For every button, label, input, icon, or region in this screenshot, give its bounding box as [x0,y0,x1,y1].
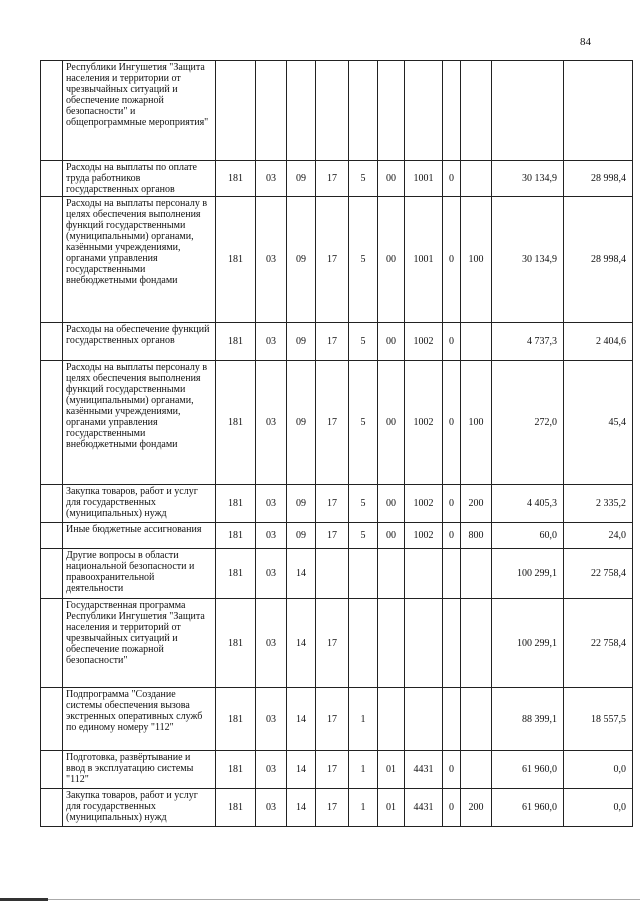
cell-amount-plan: 272,0 [492,361,564,485]
cell-event: 00 [378,485,405,523]
cell-amount-actual: 24,0 [564,523,633,549]
cell-direction: 4431 [405,751,443,789]
cell-subsection: 09 [287,323,316,361]
cell-amount-plan: 4 737,3 [492,323,564,361]
cell-subprogram: 5 [349,323,378,361]
cell-amount-actual: 2 404,6 [564,323,633,361]
cell-direction: 1001 [405,161,443,197]
page-number: 84 [580,36,591,48]
row-name: Подготовка, развёртывание и ввод в эксплуатацию системы "112" [63,751,216,789]
cell-subsection: 09 [287,485,316,523]
cell-event [378,549,405,599]
cell-direction [405,688,443,751]
cell-event: 00 [378,323,405,361]
blank-cell [41,361,63,485]
cell-subprogram: 5 [349,361,378,485]
table-row [41,361,633,485]
cell-flag: 0 [443,161,461,197]
cell-subprogram [349,549,378,599]
cell-subsection: 14 [287,688,316,751]
cell-program [316,549,349,599]
cell-amount-plan: 30 134,9 [492,161,564,197]
cell-amount-plan: 30 134,9 [492,197,564,323]
cell-subprogram: 5 [349,197,378,323]
cell-program: 17 [316,751,349,789]
cell-subsection: 09 [287,161,316,197]
table-row [41,751,633,789]
cell-event: 00 [378,523,405,549]
cell-section: 03 [256,789,287,827]
table-row [41,789,633,827]
cell-subsection: 14 [287,549,316,599]
cell-flag [443,549,461,599]
blank-cell [41,549,63,599]
cell-admin: 181 [216,599,256,688]
cell-expense-type: 100 [461,361,492,485]
cell-event [378,61,405,161]
cell-subsection: 09 [287,523,316,549]
blank-cell [41,688,63,751]
blank-cell [41,599,63,688]
cell-admin: 181 [216,751,256,789]
cell-amount-actual: 28 998,4 [564,161,633,197]
blank-cell [41,197,63,323]
budget-table [40,60,633,827]
cell-subprogram: 1 [349,751,378,789]
cell-section: 03 [256,361,287,485]
cell-expense-type [461,61,492,161]
cell-amount-actual [564,61,633,161]
cell-amount-plan: 88 399,1 [492,688,564,751]
cell-subprogram: 5 [349,485,378,523]
cell-expense-type [461,599,492,688]
cell-flag [443,599,461,688]
cell-expense-type: 800 [461,523,492,549]
cell-section: 03 [256,549,287,599]
cell-subprogram [349,599,378,688]
cell-flag: 0 [443,789,461,827]
cell-amount-actual: 45,4 [564,361,633,485]
cell-admin [216,61,256,161]
cell-subsection: 09 [287,361,316,485]
table-row [41,599,633,688]
cell-flag: 0 [443,751,461,789]
cell-amount-plan [492,61,564,161]
cell-section: 03 [256,161,287,197]
cell-event: 00 [378,361,405,485]
cell-flag: 0 [443,323,461,361]
row-name: Республики Ингушетия "Защита населения и территории от чрезвычайных ситуаций и обеспечение пожарной безопасности" и общепрограммные мероприятия" [63,61,216,161]
cell-subprogram: 1 [349,688,378,751]
cell-direction: 1002 [405,323,443,361]
cell-subprogram: 1 [349,789,378,827]
cell-subprogram: 5 [349,161,378,197]
cell-program: 17 [316,485,349,523]
cell-flag [443,688,461,751]
cell-program: 17 [316,523,349,549]
cell-subsection: 14 [287,789,316,827]
cell-flag: 0 [443,197,461,323]
cell-amount-plan: 60,0 [492,523,564,549]
cell-admin: 181 [216,323,256,361]
cell-direction: 1002 [405,523,443,549]
cell-expense-type [461,751,492,789]
cell-section: 03 [256,751,287,789]
cell-subsection: 14 [287,599,316,688]
blank-cell [41,323,63,361]
table-row [41,61,633,161]
cell-section: 03 [256,485,287,523]
cell-program: 17 [316,688,349,751]
cell-direction [405,61,443,161]
cell-event: 01 [378,789,405,827]
cell-subsection [287,61,316,161]
cell-event [378,688,405,751]
cell-admin: 181 [216,789,256,827]
cell-event: 01 [378,751,405,789]
table-row [41,523,633,549]
cell-admin: 181 [216,485,256,523]
cell-direction: 1002 [405,485,443,523]
cell-expense-type: 200 [461,789,492,827]
row-name: Расходы на выплаты персоналу в целях обеспечения выполнения функций государственными (муниципальными) органами, казёнными учреждениями, органами управления государственными внебюджетными фондами [63,361,216,485]
cell-expense-type: 100 [461,197,492,323]
table-row [41,549,633,599]
row-name: Расходы на обеспечение функций государственных органов [63,323,216,361]
cell-amount-actual: 0,0 [564,751,633,789]
cell-section: 03 [256,599,287,688]
row-name: Другие вопросы в области национальной безопасности и правоохранительной деятельности [63,549,216,599]
cell-amount-actual: 28 998,4 [564,197,633,323]
row-name: Расходы на выплаты персоналу в целях обеспечения выполнения функций государственными (муниципальными) органами, казёнными учреждениями, органами управления государственными внебюджетными фондами [63,197,216,323]
cell-subprogram: 5 [349,523,378,549]
cell-admin: 181 [216,197,256,323]
cell-event: 00 [378,161,405,197]
cell-subprogram [349,61,378,161]
table-row [41,197,633,323]
cell-event: 00 [378,197,405,323]
cell-direction: 4431 [405,789,443,827]
cell-program: 17 [316,599,349,688]
cell-amount-plan: 61 960,0 [492,751,564,789]
cell-section: 03 [256,197,287,323]
row-name: Закупка товаров, работ и услуг для государственных (муниципальных) нужд [63,485,216,523]
cell-subsection: 14 [287,751,316,789]
cell-amount-plan: 100 299,1 [492,549,564,599]
cell-amount-plan: 61 960,0 [492,789,564,827]
cell-amount-plan: 100 299,1 [492,599,564,688]
blank-cell [41,61,63,161]
blank-cell [41,789,63,827]
cell-admin: 181 [216,688,256,751]
cell-program: 17 [316,789,349,827]
table-row [41,161,633,197]
cell-expense-type [461,161,492,197]
cell-amount-actual: 22 758,4 [564,599,633,688]
cell-flag: 0 [443,523,461,549]
cell-program: 17 [316,197,349,323]
cell-admin: 181 [216,361,256,485]
cell-subsection: 09 [287,197,316,323]
scan-edge-mark [0,898,48,901]
cell-expense-type: 200 [461,485,492,523]
table-row [41,688,633,751]
cell-event [378,599,405,688]
cell-program: 17 [316,161,349,197]
blank-cell [41,523,63,549]
blank-cell [41,485,63,523]
cell-amount-plan: 4 405,3 [492,485,564,523]
cell-program: 17 [316,323,349,361]
cell-admin: 181 [216,523,256,549]
cell-flag: 0 [443,485,461,523]
table-row [41,323,633,361]
cell-amount-actual: 18 557,5 [564,688,633,751]
cell-direction [405,599,443,688]
cell-section: 03 [256,523,287,549]
blank-cell [41,161,63,197]
cell-admin: 181 [216,161,256,197]
table-row [41,485,633,523]
blank-cell [41,751,63,789]
row-name: Расходы на выплаты по оплате труда работников государственных органов [63,161,216,197]
cell-admin: 181 [216,549,256,599]
cell-program: 17 [316,361,349,485]
row-name: Закупка товаров, работ и услуг для государственных (муниципальных) нужд [63,789,216,827]
row-name: Государственная программа Республики Ингушетия "Защита населения и территорий от чрезвычайных ситуаций и обеспечение пожарной безопасности" [63,599,216,688]
cell-expense-type [461,688,492,751]
cell-program [316,61,349,161]
cell-section: 03 [256,323,287,361]
cell-amount-actual: 22 758,4 [564,549,633,599]
row-name: Подпрограмма "Создание системы обеспечения вызова экстренных оперативных служб по единому номеру "112" [63,688,216,751]
cell-flag [443,61,461,161]
cell-section [256,61,287,161]
cell-direction: 1002 [405,361,443,485]
cell-amount-actual: 0,0 [564,789,633,827]
cell-direction: 1001 [405,197,443,323]
cell-expense-type [461,323,492,361]
row-name: Иные бюджетные ассигнования [63,523,216,549]
cell-expense-type [461,549,492,599]
cell-direction [405,549,443,599]
scan-line [48,899,640,900]
cell-section: 03 [256,688,287,751]
cell-flag: 0 [443,361,461,485]
cell-amount-actual: 2 335,2 [564,485,633,523]
